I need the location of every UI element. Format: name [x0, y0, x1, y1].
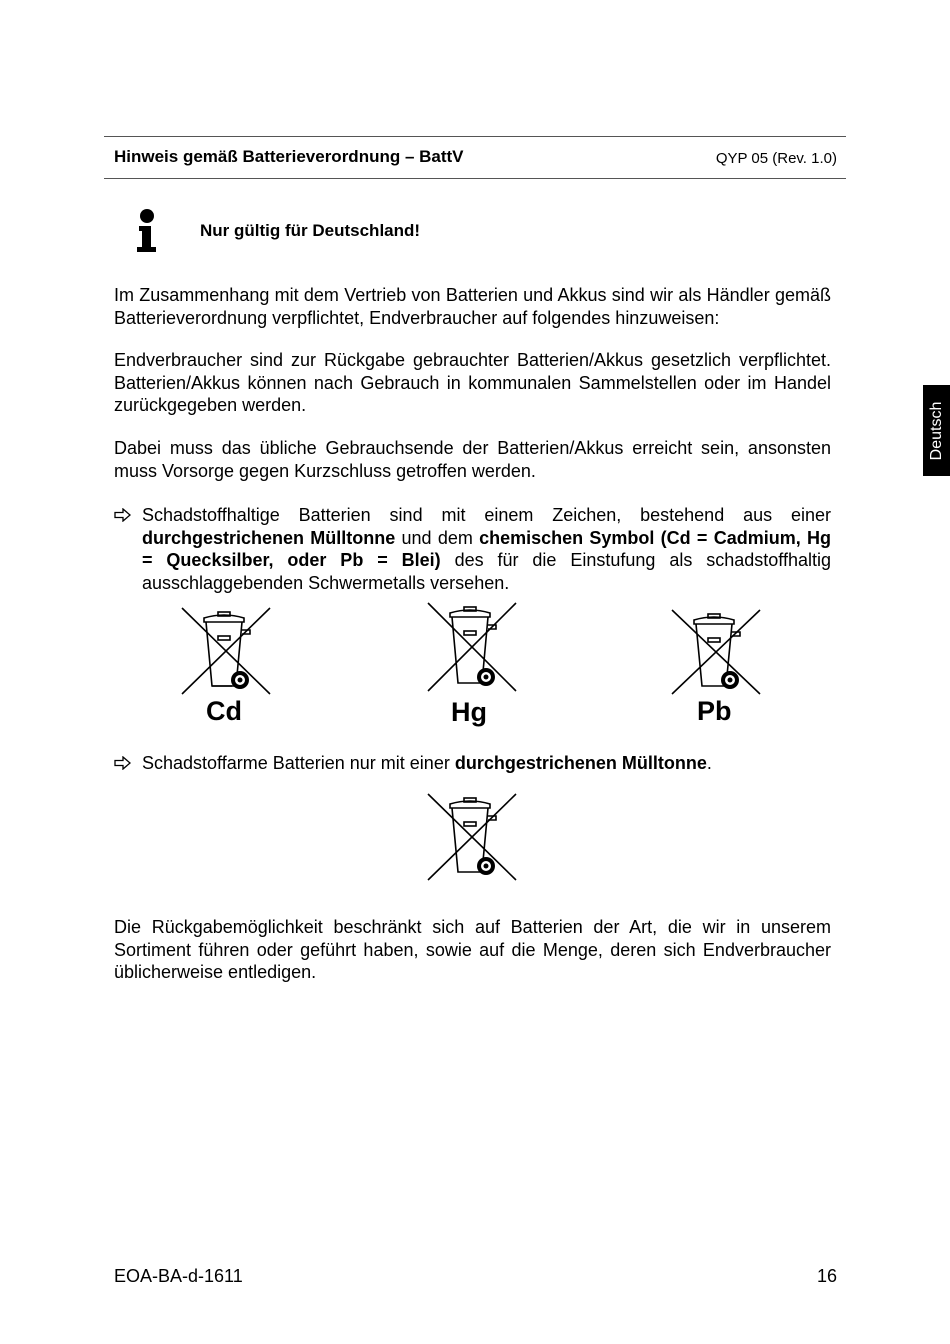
- arrow-right-icon: [114, 508, 132, 522]
- paragraph-text: Dabei muss das übliche Gebrauchsende der Batterien/Akkus erreicht sein, ansonsten muss Vorsorge gegen Kurzschluss getroffen werden.: [114, 438, 831, 481]
- footer-page-number: 16: [816, 1266, 837, 1286]
- crossed-bin-icon: [180, 606, 272, 696]
- header-title: Hinweis gemäß Batterieverordnung – BattV: [114, 147, 464, 166]
- validity-note: Nur gültig für Deutschland!: [200, 221, 421, 240]
- bullet-bold-part: chemischen Symbol (Cd = Cadmium, Hg = Quecksilber, oder Pb = Blei): [142, 527, 831, 570]
- bullet-low-pollutant-batteries: [142, 752, 831, 775]
- paragraph-text: Im Zusammenhang mit dem Vertrieb von Batterien und Akkus sind wir als Händler gemäß Batterieverordnung verpflichtet, Endverbraucher auf folgendes hinzuweisen:: [114, 285, 831, 328]
- crossed-bin-icon: [426, 792, 518, 882]
- paragraph-intro: [114, 284, 831, 329]
- paragraph-text: Die Rückgabemöglichkeit beschränkt sich auf Batterien der Art, die wir in unserem Sortiment führen oder geführt haben, sowie auf die Menge, deren sich Endverbraucher üblicherweise entledigen.: [114, 917, 831, 982]
- bullet-text-part: und dem: [395, 527, 480, 548]
- bullet-hazardous-batteries: [142, 504, 831, 594]
- crossed-bin-icon: [426, 601, 518, 693]
- bullet-bold-part: durchgestrichenen Mülltonne: [142, 527, 396, 548]
- arrow-right-icon: [114, 756, 132, 770]
- crossed-bin-icon: [670, 608, 762, 696]
- header-bottom-rule: [104, 178, 846, 179]
- language-side-tab: [923, 385, 950, 476]
- paragraph-return-duty: [114, 349, 831, 417]
- bullet-text-part: .: [706, 753, 712, 773]
- symbol-label-cd: Cd: [206, 696, 242, 726]
- symbol-label-hg: Hg: [451, 697, 487, 727]
- header-top-rule: [104, 136, 846, 137]
- paragraph-return-scope: [114, 916, 831, 984]
- side-tab-label: Deutsch: [927, 401, 945, 460]
- info-icon: [134, 209, 160, 253]
- bullet-text-part: Schadstoffarme Batterien nur mit einer: [142, 753, 455, 773]
- bullet-bold-part: durchgestrichenen Mülltonne: [454, 753, 707, 773]
- header-code: QYP 05 (Rev. 1.0): [715, 150, 837, 167]
- bullet-text-part: Schadstoffhaltige Batterien sind mit einem Zeichen, bestehend aus einer: [142, 505, 831, 525]
- paragraph-end-of-use: [114, 437, 831, 482]
- bullet-text-part: des für die Einstufung als schadstoffhaltig ausschlaggebenden Schwermetalls versehen.: [142, 550, 831, 593]
- paragraph-text: Endverbraucher sind zur Rückgabe gebrauchter Batterien/Akkus gesetzlich verpflichtet. Batterien/Akkus können nach Gebrauch in kommunalen Sammelstellen oder im Handel zurückgegeben werden.: [114, 350, 831, 415]
- symbol-label-pb: Pb: [697, 696, 732, 726]
- footer-doc-id: EOA-BA-d-1611: [114, 1266, 243, 1286]
